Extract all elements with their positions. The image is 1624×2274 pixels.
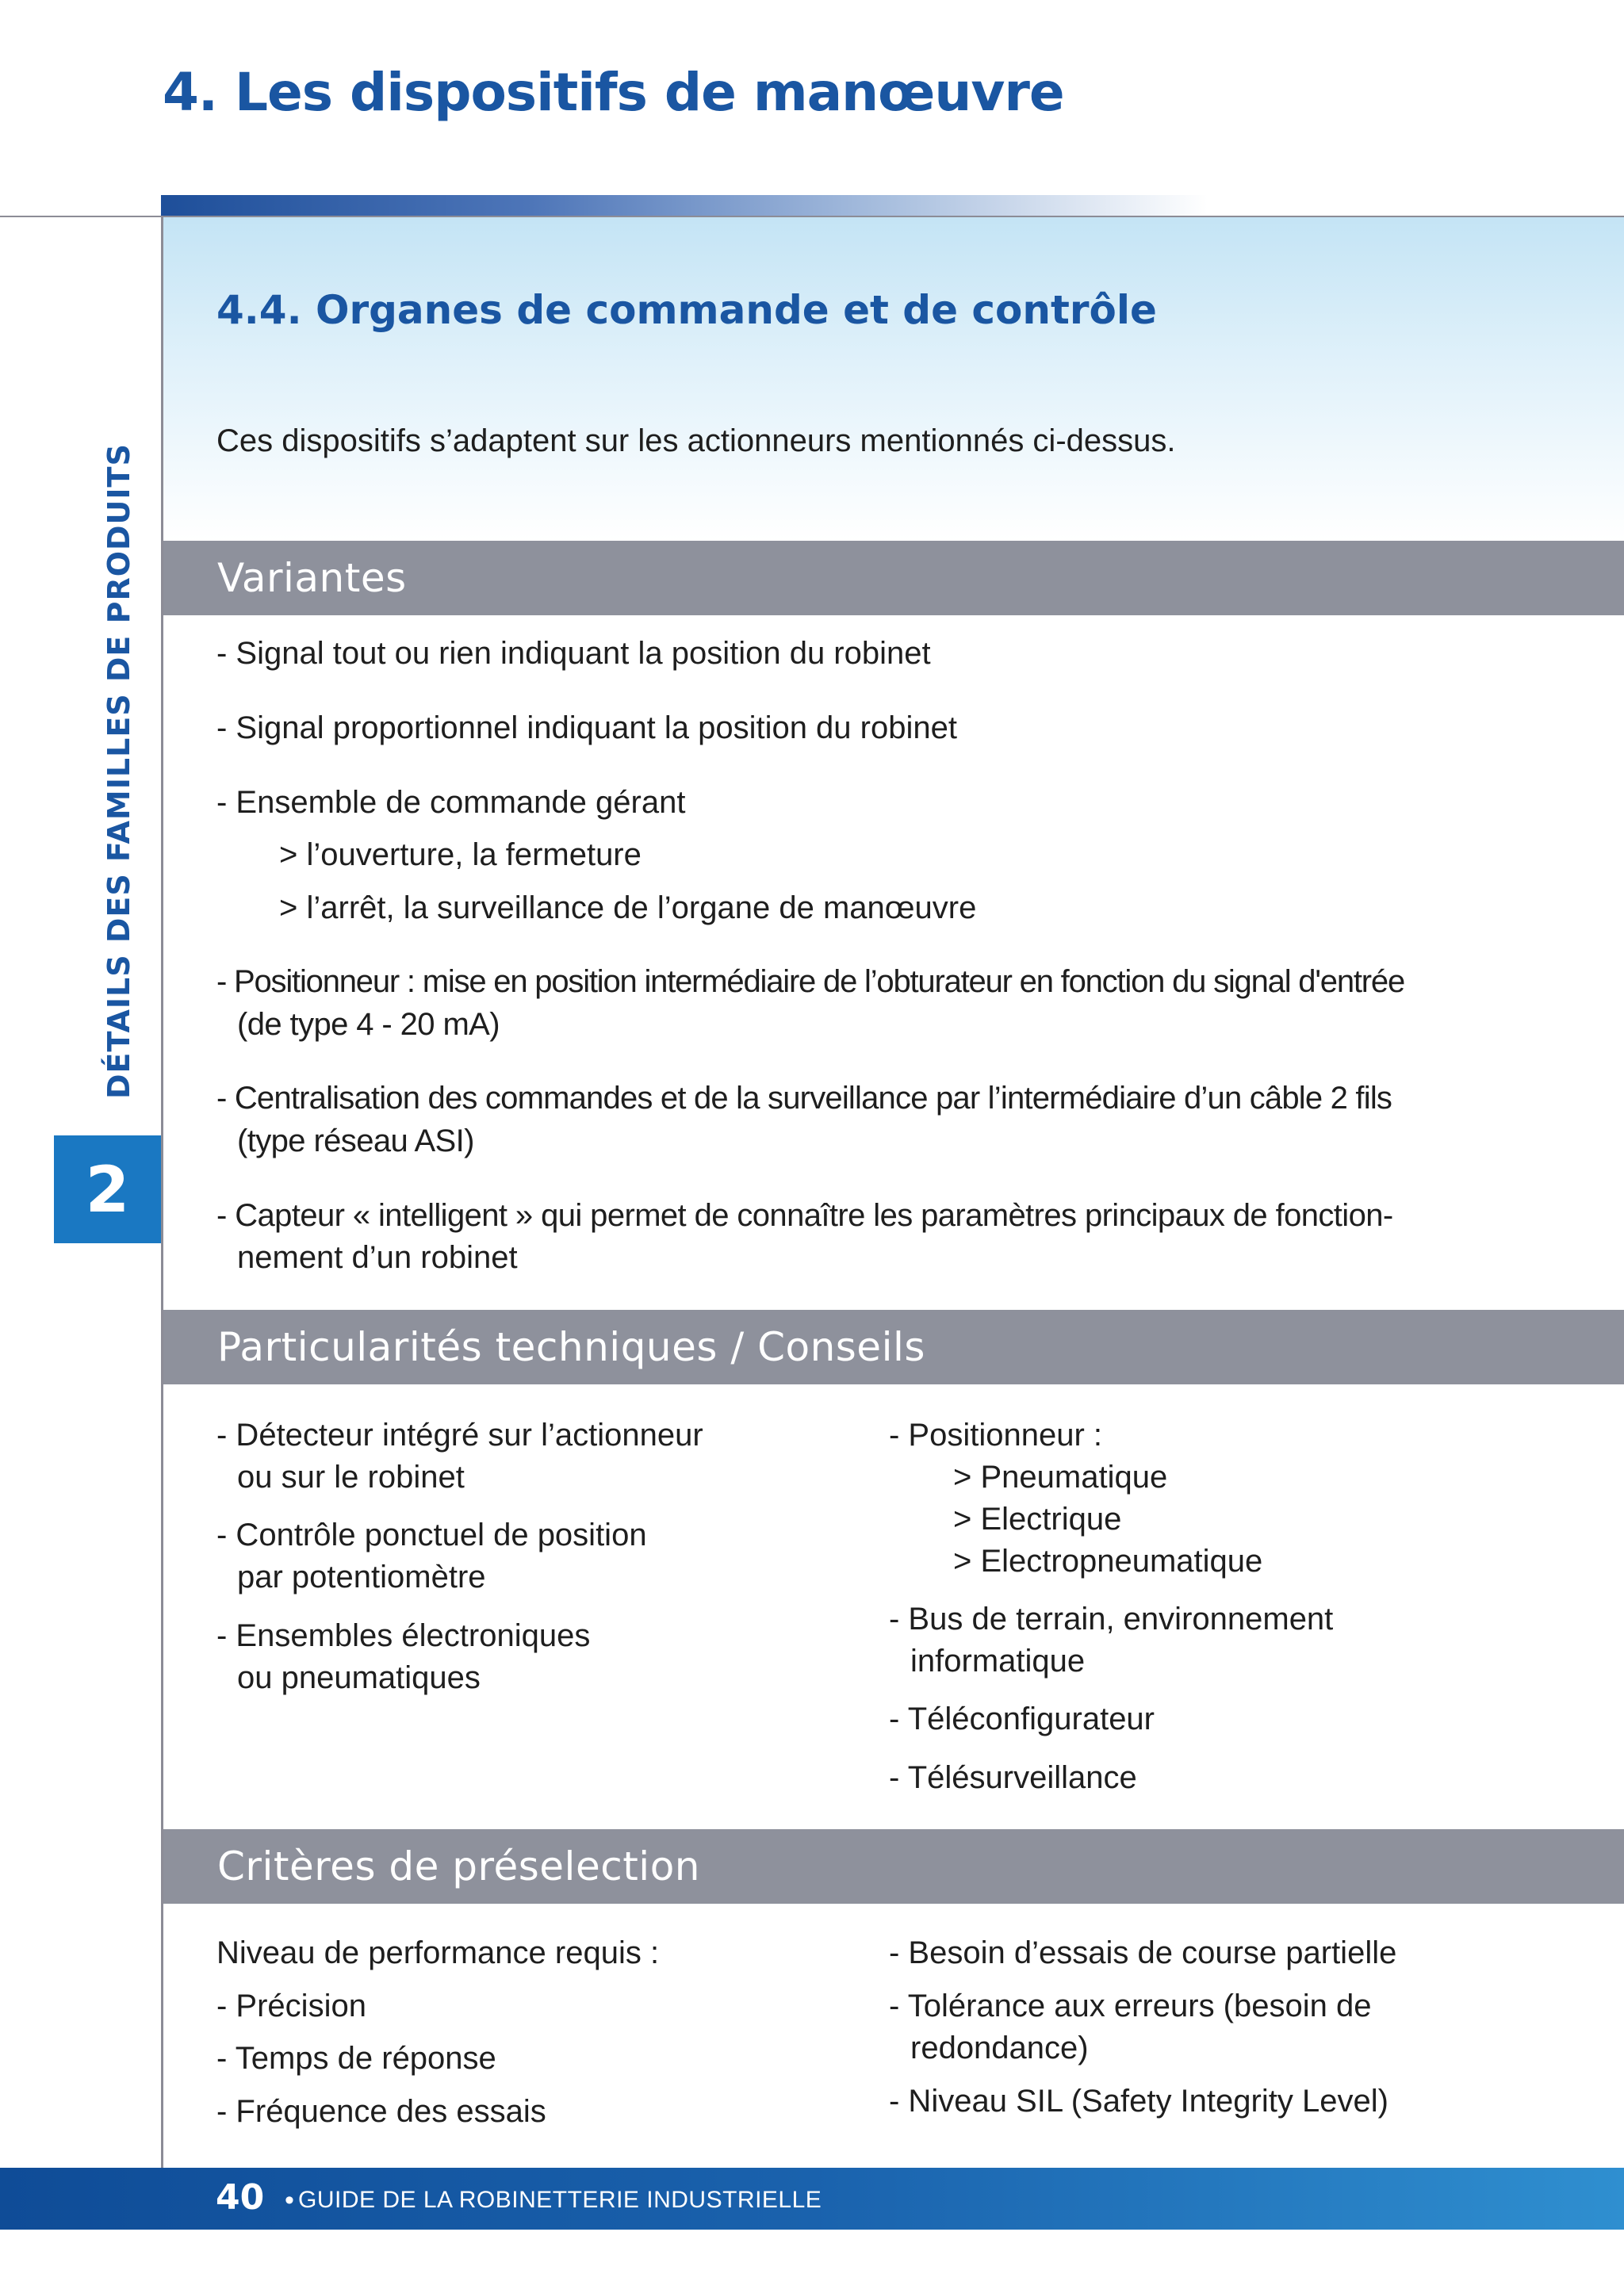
- list-item: - Positionneur : mise en position intermédiaire de l’obturateur en fonction du signal d'entrée: [216, 964, 1405, 999]
- list-item: - Signal proportionnel indiquant la position du robinet: [216, 710, 957, 745]
- list-item: - Contrôle ponctuel de position: [216, 1518, 647, 1552]
- list-item-continuation: ou pneumatiques: [237, 1660, 481, 1695]
- list-item: - Centralisation des commandes et de la surveillance par l’intermédiaire d’un câble 2 fils: [216, 1081, 1392, 1116]
- list-item: - Signal tout ou rien indiquant la position du robinet: [216, 636, 931, 671]
- criteres-heading-bar: [163, 1829, 1624, 1904]
- list-subitem: > l’arrêt, la surveillance de l’organe de manœuvre: [279, 890, 977, 925]
- list-item-continuation: par potentiomètre: [237, 1560, 486, 1594]
- section-title: 4.4. Organes de commande et de contrôle: [216, 287, 1157, 333]
- list-subitem: > l’ouverture, la fermeture: [279, 837, 642, 872]
- criteres-heading: Critères de préselection: [217, 1843, 700, 1889]
- variantes-heading: Variantes: [217, 555, 407, 601]
- list-item: - Capteur « intelligent » qui permet de connaître les paramètres principaux de fonction-: [216, 1198, 1393, 1233]
- particularites-heading: Particularités techniques / Conseils: [217, 1324, 925, 1370]
- particularites-heading-bar: [163, 1310, 1624, 1384]
- list-item: - Niveau SIL (Safety Integrity Level): [889, 2084, 1388, 2119]
- title-gradient-bar: [161, 195, 1208, 216]
- list-item: - Fréquence des essais: [216, 2094, 546, 2129]
- list-subitem: > Electropneumatique: [953, 1544, 1263, 1579]
- list-item: - Précision: [216, 1989, 366, 2023]
- list-item-continuation: nement d’un robinet: [237, 1240, 518, 1275]
- variantes-heading-bar: [163, 541, 1624, 615]
- list-item: - Détecteur intégré sur l’actionneur: [216, 1418, 703, 1453]
- footer-publication-title: GUIDE DE LA ROBINETTERIE INDUSTRIELLE: [298, 2187, 822, 2213]
- list-item-continuation: ou sur le robinet: [237, 1460, 465, 1495]
- list-subitem: > Electrique: [953, 1502, 1122, 1537]
- side-chapter-label: DÉTAILS DES FAMILLES DE PRODUITS: [102, 443, 136, 1099]
- page-title: 4. Les dispositifs de manœuvre: [163, 62, 1064, 123]
- list-item-continuation: redondance): [910, 2031, 1089, 2065]
- footer-separator: •: [285, 2185, 294, 2215]
- list-item: - Télésurveillance: [889, 1760, 1137, 1795]
- list-item-continuation: informatique: [910, 1644, 1086, 1679]
- list-item: - Tolérance aux erreurs (besoin de: [889, 1989, 1372, 2023]
- intro-panel: [163, 217, 1624, 541]
- list-item: Niveau de performance requis :: [216, 1935, 660, 1970]
- list-item: - Temps de réponse: [216, 2041, 496, 2076]
- list-item: - Ensemble de commande gérant: [216, 785, 686, 820]
- page-number: 40: [216, 2177, 265, 2218]
- list-item: - Ensembles électroniques: [216, 1618, 591, 1653]
- list-item-continuation: (type réseau ASI): [237, 1124, 474, 1158]
- list-item-continuation: (de type 4 - 20 mA): [237, 1007, 500, 1042]
- intro-text: Ces dispositifs s’adaptent sur les actionneurs mentionnés ci-dessus.: [216, 423, 1176, 458]
- list-item: - Besoin d’essais de course partielle: [889, 1935, 1397, 1970]
- list-subitem: > Pneumatique: [953, 1460, 1168, 1495]
- list-item: - Positionneur :: [889, 1418, 1103, 1453]
- list-item: - Téléconfigurateur: [889, 1702, 1155, 1736]
- chapter-number-badge: 2: [54, 1135, 161, 1243]
- list-item: - Bus de terrain, environnement: [889, 1602, 1334, 1637]
